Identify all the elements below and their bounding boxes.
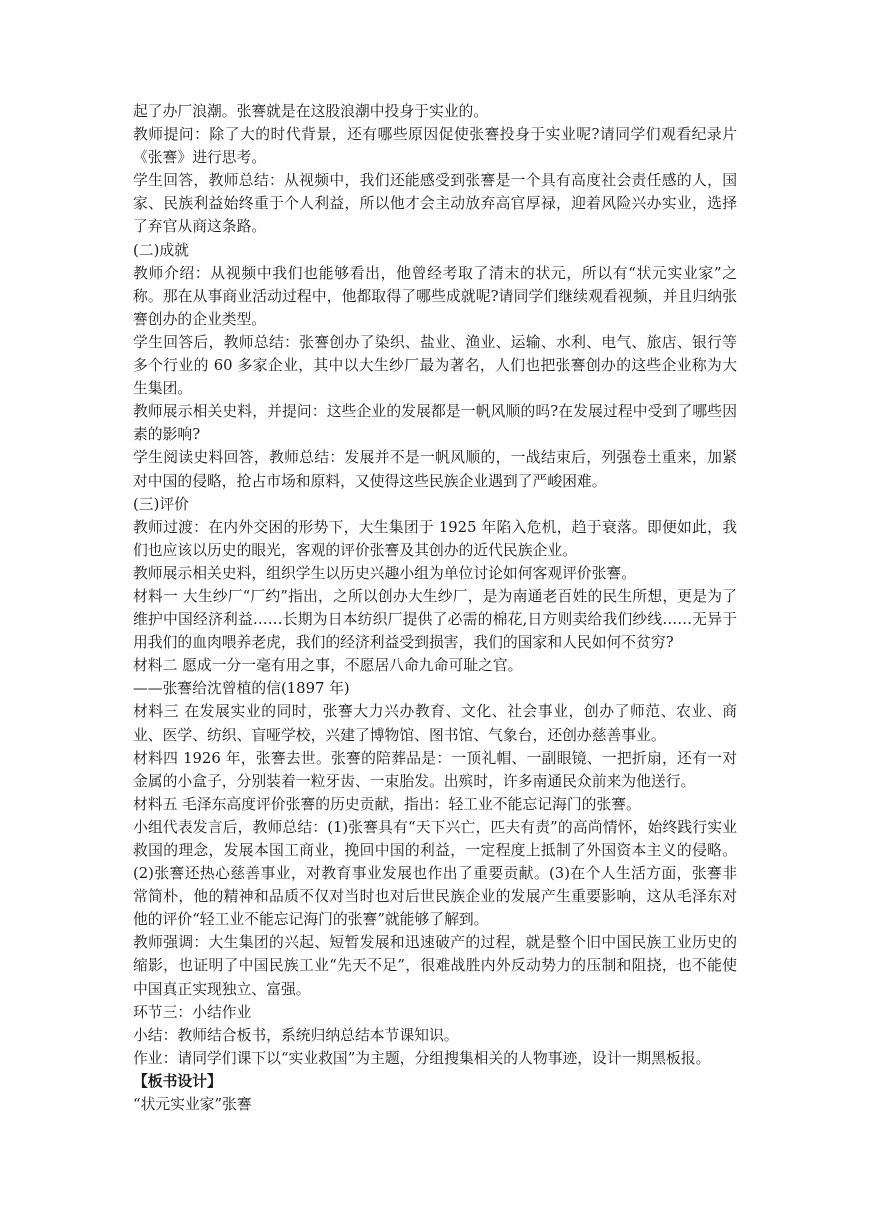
paragraph-1: 起了办厂浪潮。张謇就是在这股浪潮中投身于实业的。 [133,103,489,120]
paragraph-2: 教师提问：除了大的时代背景，还有哪些原因促使张謇投身于实业呢?请同学们观看纪录片《张謇》进行思考。 [133,126,737,167]
material-2: 材料二 愿成一分一毫有用之事，不愿居八命九命可耻之官。 [133,657,523,675]
paragraph-8: 学生阅读史料回答，教师总结：发展并不是一帆风顺的，一战结束后，列强卷土重来，加紧对中国的侵略，抢占市场和原料，又使得这些民族企业遇到了严峻困难。 [133,449,737,490]
material-4: 材料四 1926 年，张謇去世。张謇的陪葬品是：一顶礼帽、一副眼镜、一把折扇，还有一对金属的小盒子，分别装着一粒牙齿、一束胎发。出殡时，许多南通民众前来为他送行。 [133,749,737,790]
paragraph-10: 教师过渡：在内外交困的形势下，大生集团于 1925 年陷入危机，趋于衰落。即便如此，我们也应该以历史的眼光，客观的评价张謇及其创办的近代民族企业。 [133,518,737,559]
paragraph-11: 教师展示相关史料，组织学生以历史兴趣小组为单位讨论如何客观评价张謇。 [133,564,637,582]
paragraph-3: 学生回答，教师总结：从视频中，我们还能感受到张謇是一个具有高度社会责任感的人，国家、民族利益始终重于个人利益，所以他才会主动放弃高官厚禄，迎着风险兴办实业，选择了弃官从商这条路。 [133,172,737,236]
section-heading-summary: 环节三：小结作业 [133,1003,252,1021]
paragraph-19: 教师强调：大生集团的兴起、短暂发展和迅速破产的过程，就是整个旧中国民族工业历史的缩影，也证明了中国民族工业“先天不足”，很难战胜内外反动势力的压制和阻挠，也不能使中国真正实现独立、富强。 [133,934,737,998]
section-heading-achievements: (二)成就 [133,241,189,259]
document-page [133,100,737,1116]
section-heading-evaluation: (三)评价 [133,495,189,513]
material-5: 材料五 毛泽东高度评价张謇的历史贡献，指出：轻工业不能忘记海门的张謇。 [133,795,641,813]
board-design-title: “状元实业家”张謇 [133,1096,252,1114]
paragraph-21: 小结：教师结合板书，系统归纳总结本节课知识。 [133,1026,459,1044]
paragraph-7: 教师展示相关史料，并提问：这些企业的发展都是一帆风顺的吗?在发展过程中受到了哪些因素的影响? [133,403,737,444]
paragraph-5: 教师介绍：从视频中我们也能够看出，他曾经考取了清末的状元，所以有“状元实业家”之称。那在从事商业活动过程中，他都取得了哪些成就呢?请同学们继续观看视频，并且归纳张謇创办的企业类型。 [133,264,737,328]
paragraph-22: 作业：请同学们课下以“实业救国”为主题，分组搜集相关的人物事迹，设计一期黑板报。 [133,1049,711,1067]
material-3: 材料三 在发展实业的同时，张謇大力兴办教育、文化、社会事业，创办了师范、农业、商业、医学、纺织、盲哑学校，兴建了博物馆、图书馆、气象台，还创办慈善事业。 [133,703,737,744]
material-1: 材料一 大生纱厂“厂约”指出，之所以创办大生纱厂，是为南通老百姓的民生所想，更是为了维护中国经济利益……长期为日本纺织厂提供了必需的棉花,日方则卖给我们纱线……无异于用我们的血肉喂养老虎，我们的经济利益受到损害，我们的国家和人民如何不贫穷? [133,587,737,652]
paragraph-18: 小组代表发言后，教师总结：(1)张謇具有“天下兴亡，匹夫有责”的高尚情怀，始终践行实业救国的理念，发展本国工商业，挽回中国的利益，一定程度上抵制了外国资本主义的侵略。(2)张謇还热心慈善事业，对教育事业发展也作出了重要贡献。(3)在个人生活方面，张謇非常简朴，他的精神和品质不仅对当时也对后世民族企业的发展产生重要影响，这从毛泽东对他的评价“轻工业不能忘记海门的张謇”就能够了解到。 [133,818,737,929]
board-design-heading: 【板书设计】 [133,1072,222,1090]
material-2-source: ——张謇给沈曾植的信(1897 年) [133,680,350,698]
paragraph-6: 学生回答后，教师总结：张謇创办了染织、盐业、渔业、运输、水利、电气、旅店、银行等多个行业的 60 多家企业，其中以大生纱厂最为著名，人们也把张謇创办的这些企业称为大生集团。 [133,333,737,398]
